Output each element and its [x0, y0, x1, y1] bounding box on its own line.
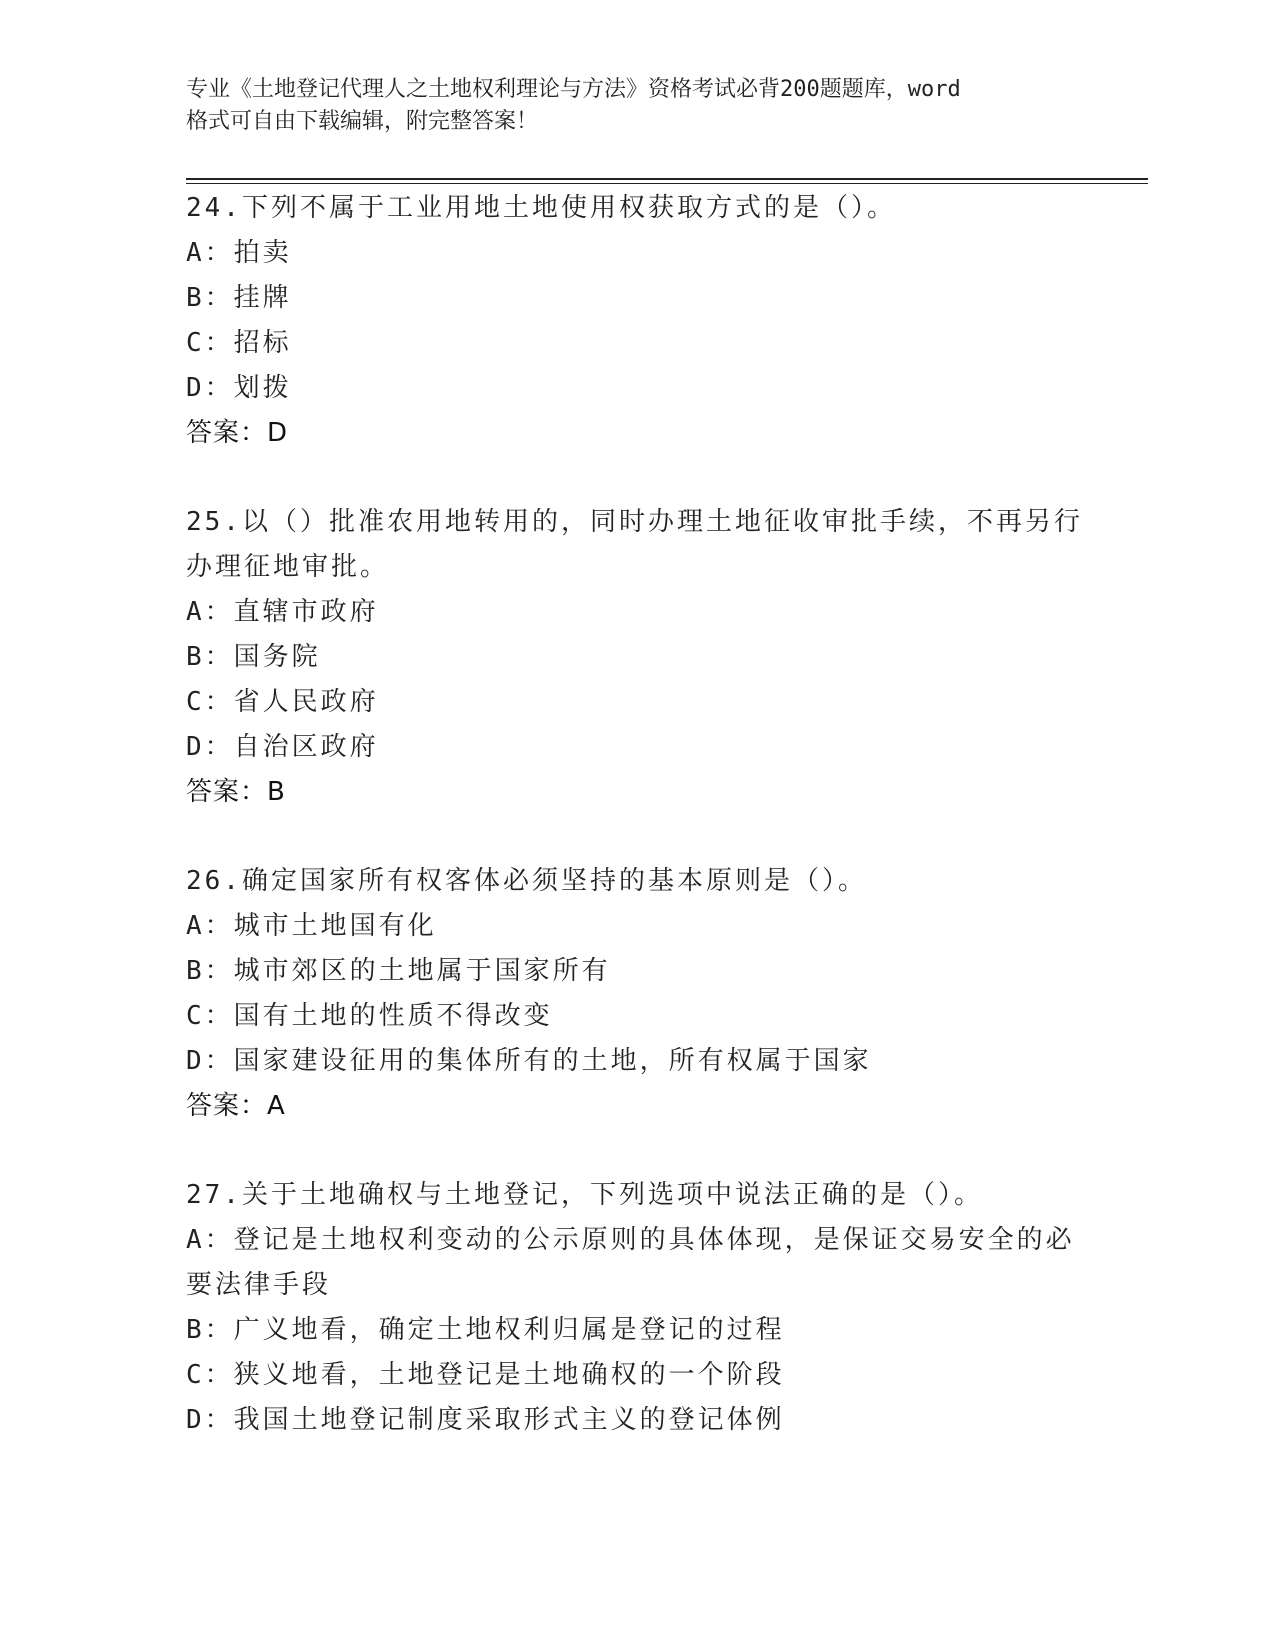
option-a: A：直辖市政府 [186, 597, 379, 627]
option-a: A：城市土地国有化 [186, 911, 437, 941]
question-stem-line-2: 办理征地审批。 [186, 552, 390, 582]
option-b: B：国务院 [186, 642, 321, 672]
header-divider [186, 178, 1148, 184]
option-b: B：挂牌 [186, 283, 292, 313]
question-stem: 26.确定国家所有权客体必须坚持的基本原则是（）。 [186, 866, 867, 896]
answer [186, 1084, 1086, 1129]
answer-label: 答案： [186, 418, 268, 448]
header-line-2: 格式可自由下载编辑，附完整答案！ [186, 109, 539, 134]
option-d: D：划拨 [186, 373, 292, 403]
option-d: D：自治区政府 [186, 732, 379, 762]
option-b: B：广义地看，确定土地权利归属是登记的过程 [186, 1315, 785, 1345]
answer-value: A [267, 1091, 286, 1121]
question-spacer [186, 1129, 1086, 1173]
option-a: A：拍卖 [186, 238, 292, 268]
answer-value: D [267, 418, 289, 448]
question-stem: 24.下列不属于工业用地土地使用权获取方式的是（）。 [186, 193, 896, 223]
option-c: C：省人民政府 [186, 687, 379, 717]
option-d: D：我国土地登记制度采取形式主义的登记体例 [186, 1405, 785, 1435]
question-stem: 27.关于土地确权与土地登记，下列选项中说法正确的是（）。 [186, 1180, 983, 1210]
answer-label: 答案： [186, 1091, 268, 1121]
question-list [186, 186, 1086, 1443]
option-d: D：国家建设征用的集体所有的土地，所有权属于国家 [186, 1046, 872, 1076]
header-line-1: 专业《土地登记代理人之土地权利理论与方法》资格考试必背200题题库，word [186, 77, 961, 102]
option-c: C：招标 [186, 328, 292, 358]
answer-value: B [267, 777, 286, 807]
option-c: C：狭义地看，土地登记是土地确权的一个阶段 [186, 1360, 785, 1390]
option-a-line-2: 要法律手段 [186, 1270, 332, 1300]
question-24 [186, 186, 1086, 456]
answer-label: 答案： [186, 777, 268, 807]
question-27 [186, 1173, 1086, 1443]
answer [186, 770, 1086, 815]
question-25 [186, 500, 1086, 815]
question-spacer [186, 456, 1086, 500]
question-26 [186, 859, 1086, 1129]
option-c: C：国有土地的性质不得改变 [186, 1001, 553, 1031]
option-b: B：城市郊区的土地属于国家所有 [186, 956, 611, 986]
question-stem-line-1: 25.以（）批准农用地转用的，同时办理土地征收审批手续，不再另行 [186, 507, 1083, 537]
answer [186, 411, 1086, 456]
question-spacer [186, 815, 1086, 859]
document-header [186, 74, 1066, 138]
option-a-line-1: A：登记是土地权利变动的公示原则的具体体现，是保证交易安全的必 [186, 1225, 1075, 1255]
